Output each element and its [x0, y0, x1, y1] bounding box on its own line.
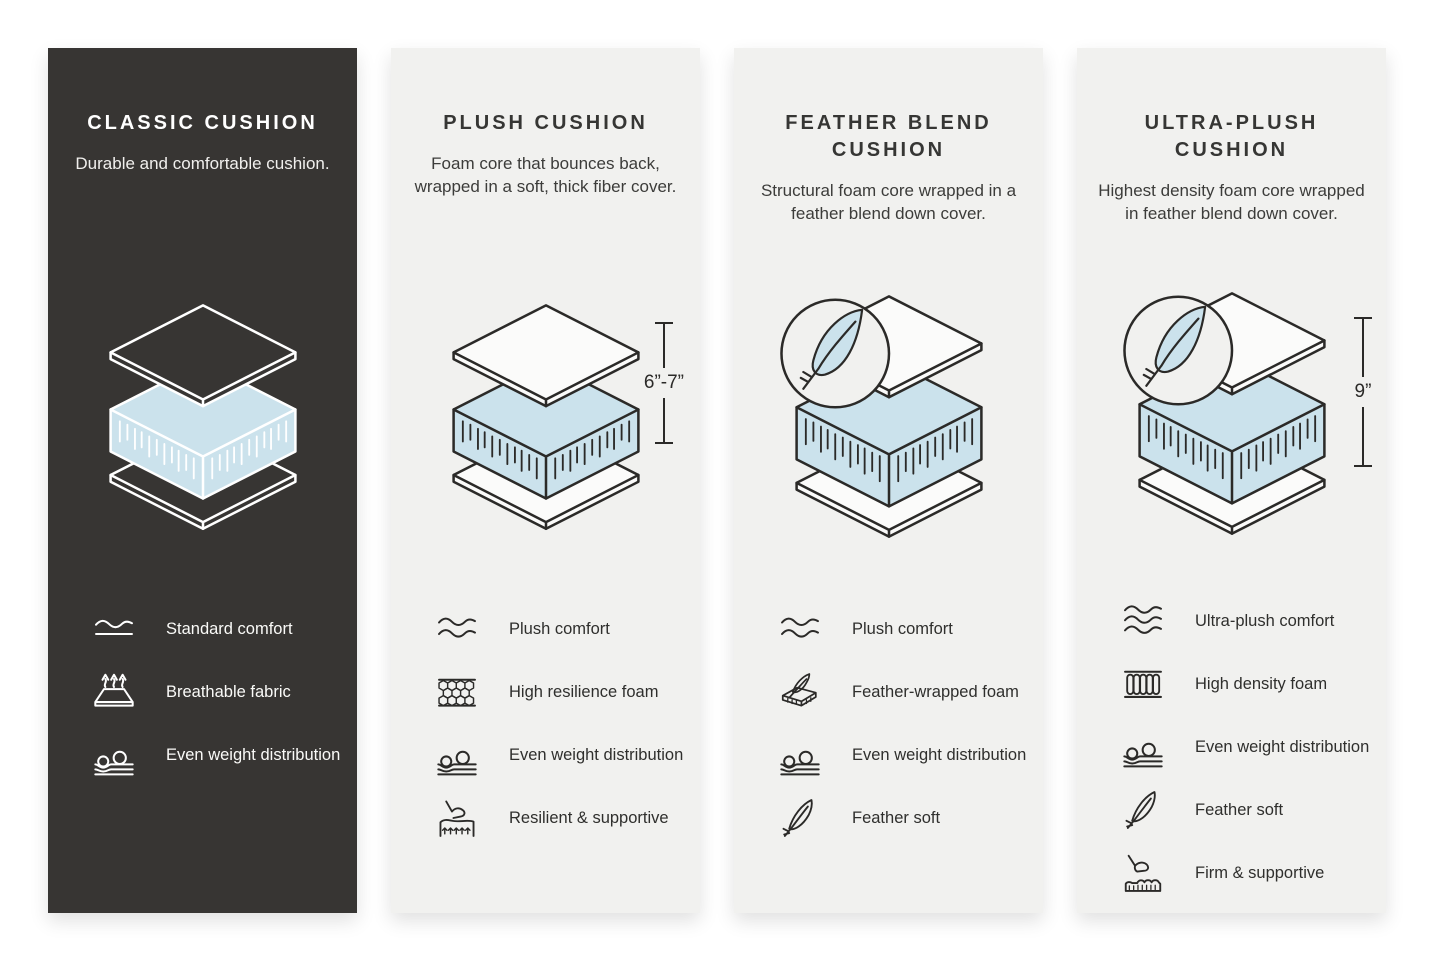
- single-wave-icon: [88, 606, 140, 652]
- list-item: [774, 795, 1027, 841]
- column-title: ULTRA-PLUSH CUSHION: [1144, 112, 1319, 161]
- column-ultra-plush-cushion: [1077, 48, 1386, 913]
- feature-label: Even weight distribution: [166, 745, 341, 764]
- measure-bottom-cap: [1354, 465, 1372, 467]
- cushion-illustration: [391, 286, 700, 576]
- measure-line: [1362, 407, 1364, 465]
- list-item: [1117, 661, 1370, 707]
- measure-line: [663, 324, 665, 368]
- feature-list: [734, 606, 1043, 858]
- exploded-cushion-feather-badge-icon: [1106, 285, 1358, 537]
- feather-icon: [1117, 787, 1169, 833]
- high-density-foam-icon: [1117, 661, 1169, 707]
- feature-label: Plush comfort: [509, 619, 610, 638]
- column-header: [734, 96, 1043, 286]
- breathable-fabric-icon: [88, 669, 140, 715]
- feature-label: Even weight distribution: [1195, 737, 1370, 756]
- feature-list: [391, 606, 700, 858]
- cushion-illustration: [48, 286, 357, 576]
- measure-line: [663, 398, 665, 442]
- column-header: [391, 96, 700, 286]
- resilient-supportive-icon: [431, 795, 483, 841]
- list-item: [431, 795, 684, 841]
- feature-label: Firm & supportive: [1195, 863, 1325, 882]
- list-item: [88, 606, 341, 652]
- even-weight-icon: [88, 732, 140, 778]
- feature-label: Even weight distribution: [509, 745, 684, 764]
- measure-value: 9”: [1354, 380, 1372, 402]
- exploded-cushion-icon: [77, 302, 329, 533]
- measure-value: 6”-7”: [643, 372, 684, 393]
- column-description: Structural foam core wrapped in a feather blend down cover.: [760, 181, 1017, 223]
- feature-label: Plush comfort: [852, 619, 953, 638]
- list-item: [431, 606, 684, 652]
- list-item: [88, 732, 341, 778]
- feature-label: Even weight distribution: [852, 745, 1027, 764]
- feature-label: Feather soft: [852, 808, 941, 827]
- feature-label: Standard comfort: [166, 619, 293, 638]
- list-item: [1117, 724, 1370, 770]
- firm-supportive-icon: [1117, 850, 1169, 896]
- list-item: [431, 669, 684, 715]
- height-measurement: [644, 322, 684, 444]
- cushion-illustration: [734, 286, 1043, 576]
- column-description: Foam core that bounces back, wrapped in a soft, thick fiber cover.: [414, 154, 677, 196]
- feature-label: Feather-wrapped foam: [852, 682, 1019, 701]
- feature-list: [48, 606, 357, 795]
- list-item: [774, 606, 1027, 652]
- column-title: PLUSH CUSHION: [443, 112, 648, 134]
- feather-icon: [774, 795, 826, 841]
- feather-foam-icon: [774, 669, 826, 715]
- column-title: CLASSIC CUSHION: [87, 112, 318, 134]
- even-weight-icon: [774, 732, 826, 778]
- list-item: [88, 669, 341, 715]
- exploded-cushion-icon: [420, 302, 672, 533]
- height-measurement: [1354, 317, 1372, 467]
- honeycomb-foam-icon: [431, 669, 483, 715]
- column-description: Highest density foam core wrapped in feather blend down cover.: [1098, 181, 1365, 223]
- exploded-cushion-feather-badge-icon: [763, 288, 1015, 540]
- column-title: FEATHER BLEND CUSHION: [785, 112, 992, 161]
- even-weight-icon: [431, 732, 483, 778]
- cushion-illustration: [1077, 283, 1386, 568]
- double-wave-icon: [774, 606, 826, 652]
- measure-line: [1362, 319, 1364, 377]
- feature-label: Breathable fabric: [166, 682, 291, 701]
- column-classic-cushion: [48, 48, 357, 913]
- even-weight-icon: [1117, 724, 1169, 770]
- feature-label: High resilience foam: [509, 682, 659, 701]
- column-description: Durable and comfortable cushion.: [75, 154, 330, 173]
- list-item: [774, 732, 1027, 778]
- feature-list: [1077, 598, 1386, 913]
- feature-label: Ultra-plush comfort: [1195, 611, 1335, 630]
- feature-label: High density foam: [1195, 674, 1328, 693]
- feature-label: Resilient & supportive: [509, 808, 669, 827]
- double-wave-icon: [431, 606, 483, 652]
- column-header: [1077, 96, 1386, 283]
- list-item: [1117, 850, 1370, 896]
- column-plush-cushion: [391, 48, 700, 913]
- column-header: [48, 96, 357, 286]
- feature-label: Feather soft: [1195, 800, 1284, 819]
- list-item: [431, 732, 684, 778]
- list-item: [774, 669, 1027, 715]
- list-item: [1117, 787, 1370, 833]
- column-feather-blend-cushion: [734, 48, 1043, 913]
- list-item: [1117, 598, 1370, 644]
- measure-bottom-cap: [655, 442, 673, 444]
- triple-wave-icon: [1117, 598, 1169, 644]
